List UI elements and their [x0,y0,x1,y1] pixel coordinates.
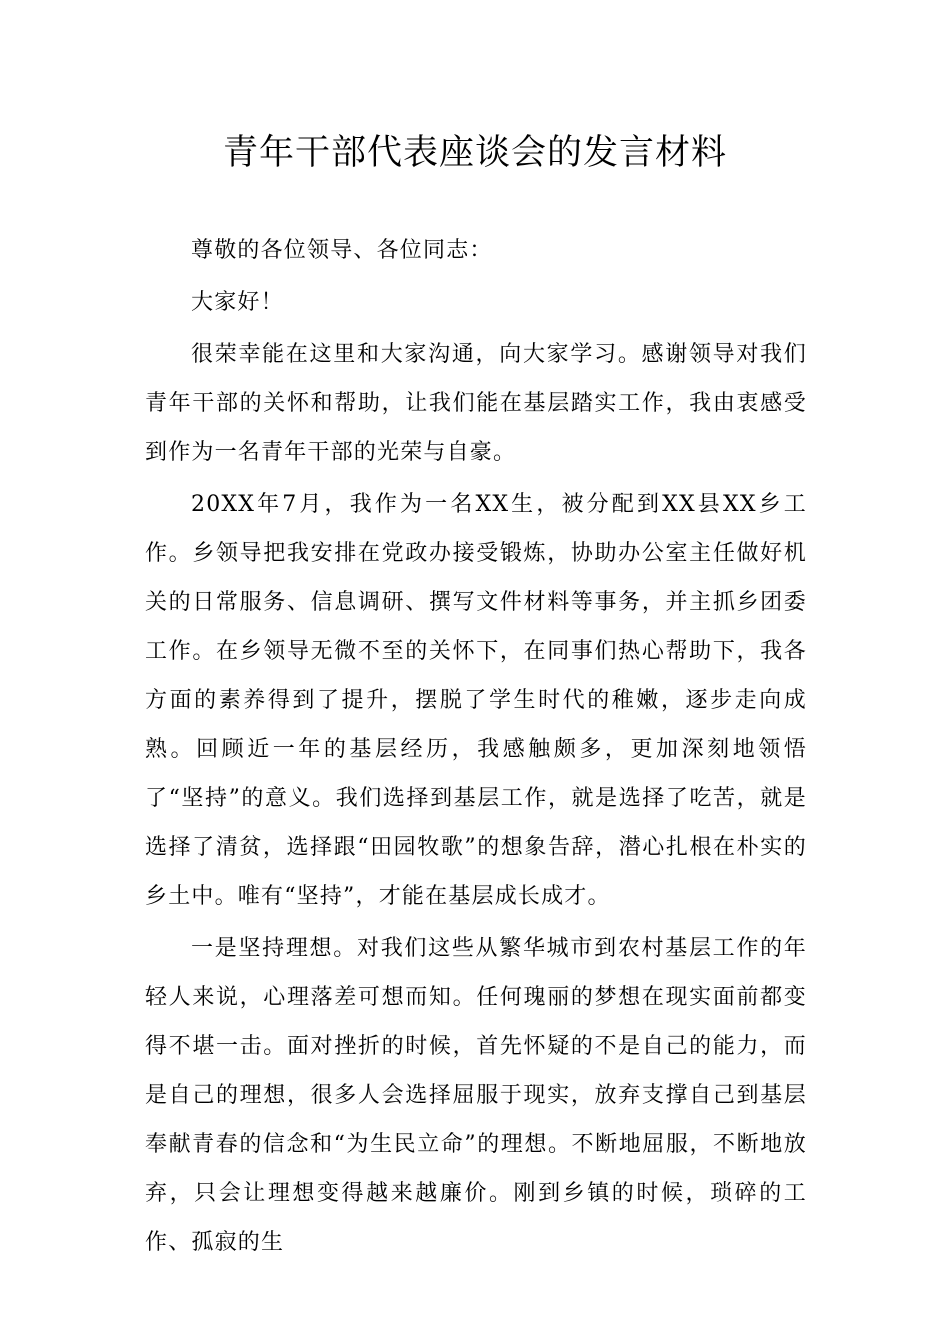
paragraph-experience: 20XX年7月，我作为一名XX生，被分配到XX县XX乡工作。乡领导把我安排在党政办接受锻炼，协助办公室主任做好机关的日常服务、信息调研、撰写文件材料等事务，并主抓乡团委工作。在乡领导无微不至的关怀下，在同事们热心帮助下，我各方面的素养得到了提升，摆脱了学生时代的稚嫩，逐步走向成熟。回顾近一年的基层经历，我感触颇多，更加深刻地领悟了“坚持”的意义。我们选择到基层工作，就是选择了吃苦，就是选择了清贫，选择跟“田园牧歌”的想象告辞，潜心扎根在朴实的乡土中。唯有“坚持”，才能在基层成长成才。 [145,492,807,909]
salutation: 尊敬的各位领导、各位同志： [191,238,493,263]
paragraph-intro: 很荣幸能在这里和大家沟通，向大家学习。感谢领导对我们青年干部的关怀和帮助，让我们能在基层踏实工作，我由衷感受到作为一名青年干部的光荣与自豪。 [145,342,807,465]
document-title: 青年干部代表座谈会的发言材料 [222,133,727,173]
document-body [145,226,807,1270]
greeting: 大家好！ [191,290,284,315]
paragraph-ideals: 一是坚持理想。对我们这些从繁华城市到农村基层工作的年轻人来说，心理落差可想而知。任何瑰丽的梦想在现实面前都变得不堪一击。面对挫折的时候，首先怀疑的不是自己的能力，而是自己的理想，很多人会选择屈服于现实，放弃支撑自己到基层奉献青春的信念和“为生民立命”的理想。不断地屈服，不断地放弃，只会让理想变得越来越廉价。刚到乡镇的时候，琐碎的工作、孤寂的生 [145,936,807,1255]
